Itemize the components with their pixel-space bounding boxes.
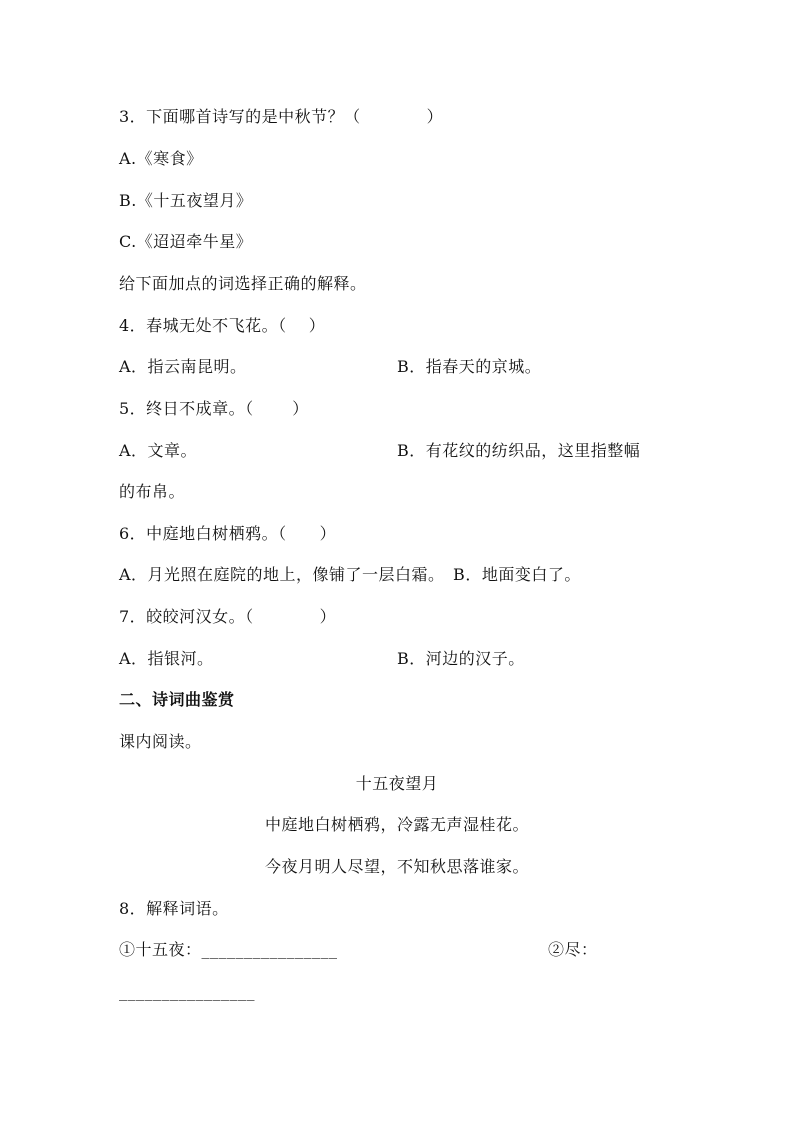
question-7-stem: 7．皎皎河汉女。（ ） — [119, 607, 337, 626]
question-4-stem: 4．春城无处不飞花。（ ） — [119, 316, 326, 335]
question-8-item-2-blank: ________________ — [119, 982, 255, 1001]
question-6-options: A．月光照在庭院的地上，像铺了一层白霜。 B．地面变白了。 — [119, 565, 581, 584]
question-5-option-b: B．有花纹的纺织品，这里指整幅 — [397, 441, 641, 460]
question-8-stem: 8．解释词语。 — [119, 899, 229, 918]
section-2-heading: 二、诗词曲鉴赏 — [119, 690, 235, 709]
question-8-item-2: ②尽： — [548, 940, 598, 959]
section-2-subheading: 课内阅读。 — [119, 732, 202, 751]
poem-line-1: 中庭地白树栖鸦，冷露无声湿桂花。 — [264, 815, 529, 834]
question-7-option-b: B．河边的汉子。 — [397, 649, 525, 668]
poem-line-2: 今夜月明人尽望，不知秋思落谁家。 — [264, 857, 529, 876]
question-4-option-b: B．指春天的京城。 — [397, 357, 542, 376]
question-3-option-b: B.《十五夜望月》 — [119, 191, 253, 210]
question-5-stem: 5．终日不成章。（ ） — [119, 399, 309, 418]
question-3-stem: 3．下面哪首诗写的是中秋节？（ ） — [119, 107, 444, 126]
question-3-option-a: A.《寒食》 — [119, 149, 203, 168]
question-4-option-a: A．指云南昆明。 — [119, 357, 247, 376]
question-7-option-a: A．指银河。 — [119, 649, 214, 668]
question-6-stem: 6．中庭地白树栖鸦。（ ） — [119, 524, 337, 543]
question-5-option-a: A．文章。 — [119, 441, 198, 460]
poem-title: 十五夜望月 — [355, 774, 439, 793]
question-3-option-c: C.《迢迢牵牛星》 — [119, 232, 253, 251]
question-8-item-1: ①十五夜：________________ — [119, 940, 338, 959]
question-5-option-b-continued: 的布帛。 — [119, 482, 186, 501]
instruction-text: 给下面加点的词选择正确的解释。 — [119, 274, 367, 293]
